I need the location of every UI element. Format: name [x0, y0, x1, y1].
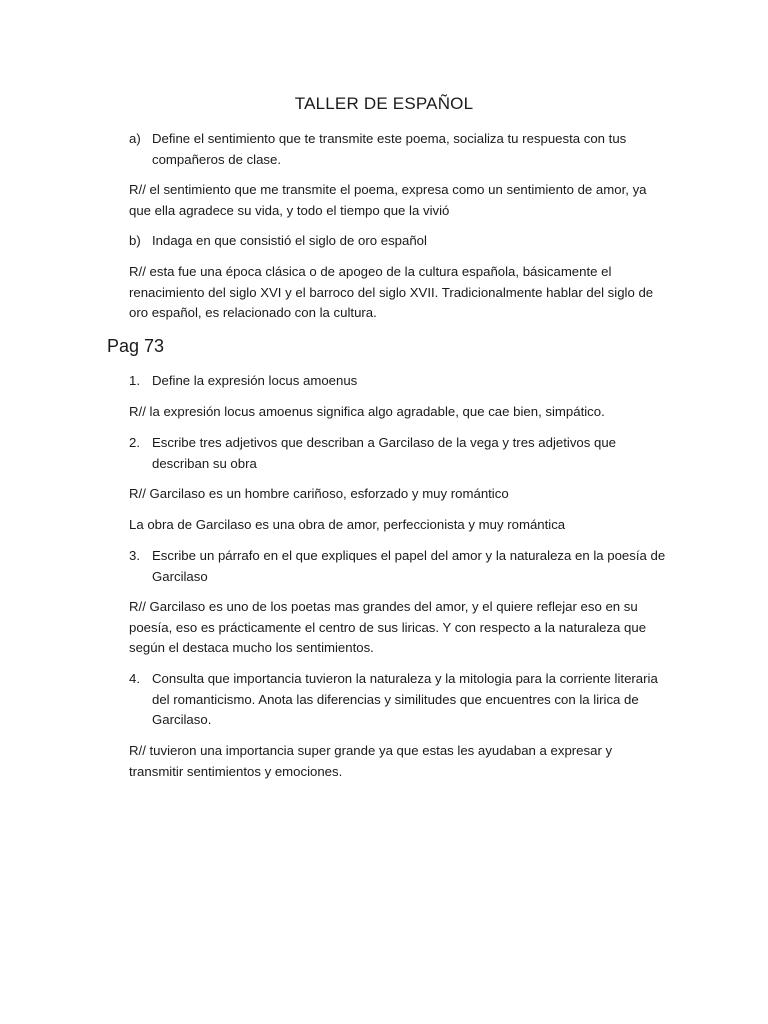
question-a — [129, 129, 669, 170]
question-3-marker: 3. — [129, 548, 140, 563]
question-3 — [129, 546, 669, 587]
question-1-text: Define la expresión locus amoenus — [152, 373, 358, 388]
question-4 — [129, 669, 669, 731]
question-2-marker: 2. — [129, 435, 140, 450]
question-b-text: Indaga en que consistió el siglo de oro español — [152, 233, 427, 248]
question-4-text: Consulta que importancia tuvieron la naturaleza y la mitologia para la corriente literaria del romanticismo. Anota las diferencias y similitudes que encuentres con la lirica de Garcilaso. — [152, 671, 658, 727]
question-a-marker: a) — [129, 131, 141, 146]
answer-2b: La obra de Garcilaso es una obra de amor, perfeccionista y muy romántica — [129, 517, 566, 532]
question-3-text: Escribe un párrafo en el que expliques el papel del amor y la naturaleza en la poesía de Garcilaso — [152, 548, 666, 584]
question-4-marker: 4. — [129, 671, 140, 686]
answer-2a: R// Garcilaso es un hombre cariñoso, esforzado y muy romántico — [129, 486, 509, 501]
question-a-text: Define el sentimiento que te transmite este poema, socializa tu respuesta con tus compañeros de clase. — [152, 131, 627, 167]
question-2 — [129, 433, 669, 474]
answer-3: R// Garcilaso es uno de los poetas mas grandes del amor, y el quiere reflejar eso en su poesía, eso es prácticamente el centro de sus liricas. Y con respecto a la naturaleza que según el destaca mucho los sentimientos. — [129, 599, 647, 655]
answer-1: R// la expresión locus amoenus significa algo agradable, que cae bien, simpático. — [129, 404, 605, 419]
question-b — [129, 231, 669, 252]
answer-b: R// esta fue una época clásica o de apogeo de la cultura española, básicamente el renacimiento del siglo XVI y el barroco del siglo XVII. Tradicionalmente hablar del siglo de oro español, es relacionado con la cultura. — [129, 264, 654, 320]
question-1 — [129, 371, 669, 392]
question-2-text: Escribe tres adjetivos que describan a Garcilaso de la vega y tres adjetivos que describan su obra — [152, 435, 617, 471]
question-b-marker: b) — [129, 233, 141, 248]
section-heading: Pag 73 — [107, 336, 165, 356]
answer-4: R// tuvieron una importancia super grande ya que estas les ayudaban a expresar y transmitir sentimientos y emociones. — [129, 743, 613, 779]
document-title: TALLER DE ESPAÑOL — [294, 94, 474, 113]
question-1-marker: 1. — [129, 373, 140, 388]
answer-a: R// el sentimiento que me transmite el poema, expresa como un sentimiento de amor, ya que ella agradece su vida, y todo el tiempo que la vivió — [129, 182, 647, 218]
